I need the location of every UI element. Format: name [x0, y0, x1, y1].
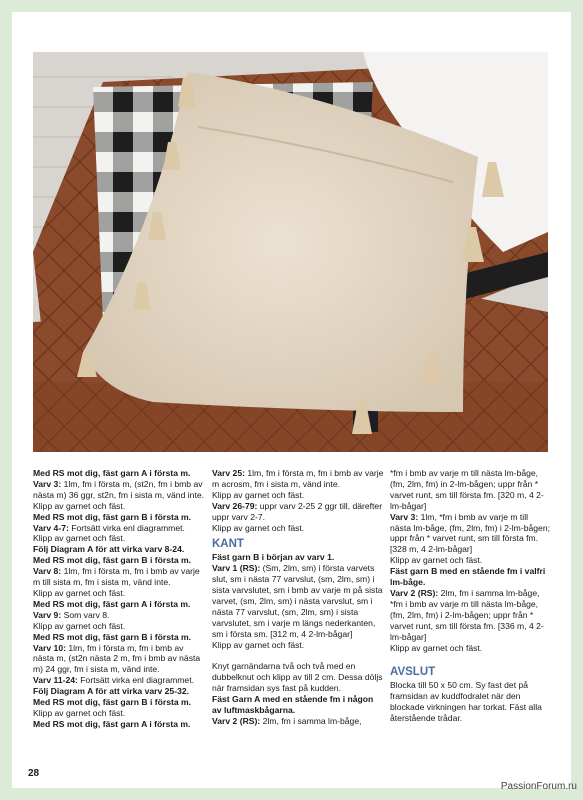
instruction-line: [33, 708, 205, 719]
instruction-text: 1lm, fm i första m, fm i bmb av varje m till sista m, fm i sista m, vänd inte.: [33, 566, 200, 588]
instruction-text: 1lm, fm i första m, fm i bmb av nästa m, (st2n nästa 2 m, fm i bmb av nästa m) 24 ggr, fm i sista m, vänd inte.: [33, 642, 201, 675]
instruction-text: 1lm, fm i första m, fm i bmb av varje m acrosm, fm i sista m, vänd inte.: [212, 468, 384, 489]
instruction-line: [212, 661, 384, 694]
instruction-line: [33, 544, 205, 555]
instruction-text: Med RS mot dig, fäst garn A i första m.: [33, 718, 191, 729]
instruction-text: (Sm, 2lm, sm) i första varvets slut, sm i nästa 77 varvslut, (sm, 2lm, sm) i sista varvslutet, sm i bmb av varje m på sista varvet, (sm, 2lm, sm) i nästa varvslut, sm i nästa 77 varvslut, (sm, 2lm, sm) i sista varvslutet, sm i varje m längs nederkanten, sm i första sm. [312 m, 4 2-lm-bågar]: [212, 563, 383, 639]
instruction-line: [33, 599, 205, 610]
instruction-text: Med RS mot dig, fäst garn B i första m.: [33, 697, 192, 708]
instruction-text: Med RS mot dig, fäst garn A i första m.: [33, 598, 191, 609]
column-3-top: [390, 468, 550, 653]
instruction-line: [33, 610, 205, 621]
instruction-text: Med RS mot dig, fäst garn B i första m.: [33, 631, 192, 642]
instruction-line: [33, 501, 205, 512]
column-1: [33, 468, 205, 730]
row-label: Varv 9:: [33, 609, 62, 620]
instruction-text: Med RS mot dig, fäst garn A i första m.: [33, 468, 191, 478]
instruction-line: [33, 621, 205, 632]
instruction-text: 2lm, fm i samma lm-båge, *fm i bmb av varje m till nästa lm-båge, (fm, 2lm, fm) i 2-lm-bågen; uppr från * varvet runt, sm till första fm. [336 m, 4 2-lm-bågar]: [390, 587, 544, 642]
instruction-text: Klipp av garnet och fäst.: [33, 500, 126, 511]
instruction-text: Klipp av garnet och fäst.: [390, 555, 483, 566]
instruction-text: Klipp av garnet och fäst.: [212, 522, 305, 533]
instruction-line: [33, 675, 205, 686]
avslut-heading: AVSLUT: [390, 666, 436, 679]
column-2: [212, 468, 384, 727]
instruction-line: [33, 719, 205, 730]
instruction-line: [212, 640, 384, 651]
instruction-line: [33, 566, 205, 588]
column-3: [390, 468, 550, 724]
instruction-text: Fortsätt virka enl diagrammet.: [68, 522, 185, 533]
row-label: Varv 3:: [390, 511, 419, 522]
instruction-line: [390, 588, 550, 643]
instruction-line: [212, 468, 384, 490]
instruction-text: Fäst garn B i början av varv 1.: [212, 552, 335, 563]
instruction-text: 2lm, fm i samma lm-båge,: [260, 716, 362, 727]
instruction-line: [390, 555, 550, 566]
instruction-line: [33, 468, 205, 479]
instruction-line: [212, 694, 384, 716]
kant-section: [212, 552, 384, 726]
instruction-text: [328 m, 4 2-lm-bågar]: [390, 544, 473, 555]
row-label: Varv 26-79:: [212, 500, 258, 511]
watermark: PassionForum.ru: [500, 781, 577, 792]
row-label: Varv 2 (RS):: [390, 587, 439, 598]
instruction-text: Klipp av garnet och fäst.: [212, 639, 305, 650]
pillow-photo: [33, 52, 548, 452]
row-label: Varv 1 (RS):: [212, 563, 261, 574]
paragraph-gap: [212, 651, 384, 662]
instruction-text: *fm i bmb av varje m till nästa lm-båge, (fm, 2lm, fm) in 2-lm-bågen; uppr från * varvet runt, sm till första fm. [320 m, 4 2-lm-bågar]: [390, 468, 544, 511]
row-label: Varv 3:: [33, 478, 62, 489]
instruction-text: Klipp av garnet och fäst.: [390, 642, 483, 653]
instruction-text: Klipp av garnet och fäst.: [33, 533, 126, 544]
avslut-text: Blocka till 50 x 50 cm. Sy fast det på framsidan av kuddfodralet när den blockade virkningen har torkat. Fäst alla återstående trådar.: [390, 680, 542, 724]
instruction-line: [212, 490, 384, 501]
column-2-top: [212, 468, 384, 533]
instruction-line: [390, 544, 550, 555]
instruction-line: [33, 686, 205, 697]
instruction-text: Med RS mot dig, fäst garn B i första m.: [33, 511, 192, 522]
instruction-line: [33, 512, 205, 523]
instruction-text: Följ Diagram A för att virka varv 25-32.: [33, 686, 190, 697]
instruction-text: Klipp av garnet och fäst.: [33, 707, 126, 718]
instruction-line: [390, 512, 550, 545]
instruction-text: Som varv 8.: [61, 609, 110, 620]
instruction-line: [33, 643, 205, 676]
instruction-line: [390, 643, 550, 654]
instruction-text: Klipp av garnet och fäst.: [33, 620, 126, 631]
instruction-line: [212, 563, 384, 639]
instruction-line: [212, 523, 384, 534]
instruction-text: Följ Diagram A för att virka varv 8-24.: [33, 544, 185, 555]
instruction-line: [33, 632, 205, 643]
row-label: Varv 25:: [212, 468, 245, 478]
instruction-text: 1lm, *fm i bmb av varje m till nästa lm-båge, (fm, 2lm, fm) i 2-lm-bågen; uppr från * varvet runt, sm till första fm.: [390, 511, 550, 544]
instruction-line: [33, 588, 205, 599]
kant-heading: KANT: [212, 538, 244, 551]
instruction-line: [390, 566, 550, 588]
instruction-line: [33, 523, 205, 534]
instruction-text: Fortsätt virka enl diagrammet.: [77, 675, 194, 686]
instruction-line: [33, 555, 205, 566]
instruction-line: [212, 716, 384, 727]
row-label: Varv 2 (RS):: [212, 716, 261, 727]
instruction-text: Klipp av garnet och fäst.: [33, 587, 126, 598]
page-number: 28: [28, 768, 40, 779]
instruction-text: 1lm, fm i första m, (st2n, fm i bmb av nästa m) 36 ggr, st2n, fm i sista m, vänd inte.: [33, 478, 204, 500]
instruction-text: Klipp av garnet och fäst.: [212, 489, 305, 500]
row-label: Varv 11-24:: [33, 675, 78, 686]
instruction-text: Fäst garn B med en stående fm i valfri lm-båge.: [390, 566, 546, 588]
instruction-text: Fäst Garn A med en stående fm i någon av luftmaskbågarna.: [212, 694, 374, 716]
row-label: Varv 4-7:: [33, 522, 69, 533]
instruction-line: [33, 533, 205, 544]
instruction-text: Med RS mot dig, fäst garn B i första m.: [33, 555, 192, 566]
instruction-text: uppr varv 2-25 2 ggr till, därefter uppr varv 2-7.: [212, 500, 383, 522]
instruction-text: Knyt garnändarna två och två med en dubbelknut och klipp av till 2 cm. Dessa döljs när framsidan sys fast på kudden.: [212, 661, 383, 694]
instruction-line: [212, 552, 384, 563]
row-label: Varv 10:: [33, 642, 66, 653]
instruction-line: [33, 479, 205, 501]
instruction-line: [212, 501, 384, 523]
instruction-line: [390, 468, 550, 512]
instruction-line: [33, 697, 205, 708]
row-label: Varv 8:: [33, 566, 62, 577]
